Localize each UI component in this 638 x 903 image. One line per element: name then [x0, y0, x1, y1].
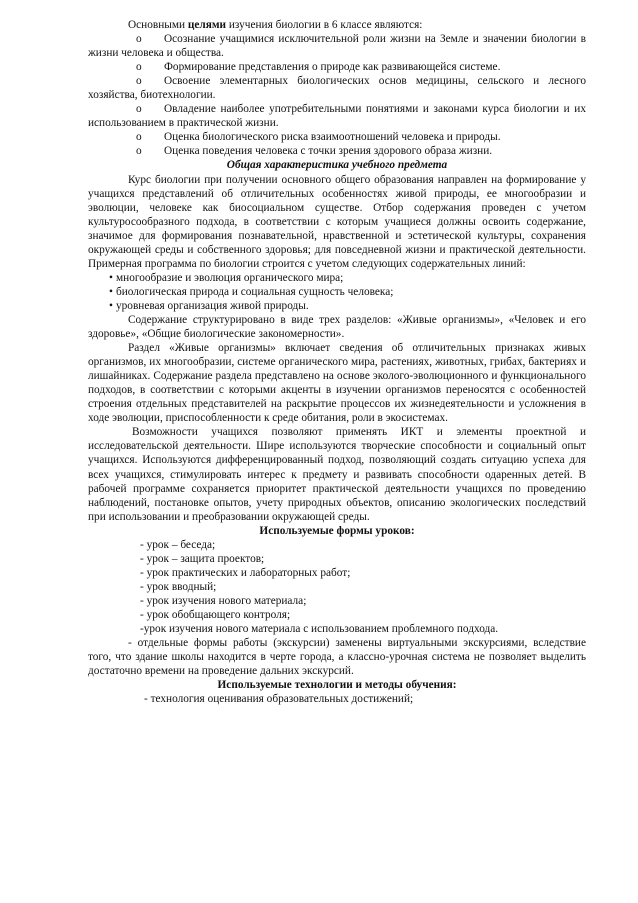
list-item: - урок – защита проектов; [140, 552, 265, 565]
section-heading-characteristics: Общая характеристика учебного предмета [226, 159, 448, 172]
intro-text-after: изучения биологии в 6 классе являются: [226, 19, 423, 31]
paragraph-virtual-excursions: - отдельные формы работы (экскурсии) заменены виртуальными экскурсиями, вследствие того, что здание школы находится в черте города, а классно-урочная система не позволяет выделить достаточно времени на проведение дальних экскурсий. [88, 637, 586, 678]
bullet-icon: • [109, 271, 113, 284]
paragraph-structure: Содержание структурировано в виде трех разделов: «Живые организмы», «Человек и его здоровье», «Общие биологические закономерности». [88, 313, 586, 341]
technologies-list [88, 692, 586, 706]
list-item: - урок практических и лабораторных работ; [140, 566, 351, 579]
list-item: - урок – беседа; [140, 538, 216, 551]
list-item: - урок обобщающего контроля; [140, 608, 291, 621]
list-item: - урок изучения нового материала; [140, 594, 307, 607]
list-item: -урок изучения нового материала с использованием проблемного подхода. [140, 623, 499, 636]
list-item: o Формирование представления о природе как развивающейся системе. [136, 61, 501, 74]
list-item: o Осознание учащимися исключительной роли жизни на Земле и значении биологии в жизни человека и общества. [88, 33, 586, 60]
paragraph-course-description: Курс биологии при получении основного общего образования направлен на формирование у учащихся представлений об отличительных особенностях живой природы, ее многообразии и эволюции, человеке как биосоциальном существе. Отбор содержания проведен с учетом культуросообразного подхода, в соответствии с которым учащиеся должны освоить содержание, значимое для формирования познавательной, нравственной и эстетической культуры, сохранения окружающей среды и собственного здоровья; для повседневной жизни и практической деятельности. Примерная программа по биологии строится с учетом следующих содержательных линий: [88, 173, 586, 270]
circle-bullet-icon: o [136, 33, 142, 46]
circle-bullet-icon: o [136, 103, 142, 116]
lesson-forms-list [88, 538, 586, 636]
circle-bullet-icon: o [136, 75, 142, 88]
section-heading-lesson-forms: Используемые формы уроков: [259, 524, 415, 537]
circle-bullet-icon: o [136, 61, 142, 74]
intro-text-before: Основными [128, 19, 188, 31]
bullet-icon: • [109, 299, 113, 312]
list-item: - урок вводный; [140, 580, 217, 593]
circle-bullet-icon: o [136, 131, 142, 144]
intro-bold-word: целями [187, 19, 227, 31]
list-item: o Оценка поведения человека с точки зрения здорового образа жизни. [136, 145, 493, 158]
list-item: o Овладение наиболее употребительными понятиями и законами курса биологии и их использованием в практической жизни. [88, 103, 586, 130]
list-item: o Оценка биологического риска взаимоотношений человека и природы. [136, 131, 501, 144]
goals-list [88, 32, 586, 158]
list-item: o Освоение элементарных биологических основ медицины, сельского и лесного хозяйства, биотехнологии. [88, 75, 586, 102]
circle-bullet-icon: o [136, 145, 142, 158]
paragraph-student-abilities: Возможности учащихся позволяют применять ИКТ и элементы проектной и исследовательской деятельности. Шире используются творческие способности и социальный опыт учащихся. Используются дифференцированный подход, позволяющий создать ситуацию успеха для всех учащихся, стимулировать интерес к предмету и развивать способности одаренных детей. В рабочей программе сохраняется приоритет практической деятельности учащихся по проведению наблюдений, постановке опытов, учету природных объектов, описанию экологических последствий при использовании и преобразовании окружающей среды. [88, 426, 586, 523]
list-item: • биологическая природа и социальная сущность человека; [109, 285, 394, 298]
goals-intro [88, 18, 586, 32]
section-heading-technologies: Используемые технологии и методы обучения: [217, 679, 457, 692]
list-item: • уровневая организация живой природы. [109, 299, 309, 312]
content-lines-list [88, 271, 586, 313]
paragraph-living-organisms: Раздел «Живые организмы» включает сведения об отличительных признаках живых организмов, их многообразии, системе органического мира, растениях, животных, грибах, бактериях и лишайниках. Содержание раздела представлено на основе эколого-эволюционного и функционального подходов, в соответствии с которыми акценты в изучении организмов переносятся с особенностей строения отдельных представителей на раскрытие процессов их жизнедеятельности и усложнения в ходе эволюции, приспособленности к среде обитания, роли в экосистемах. [88, 342, 586, 425]
bullet-icon: • [109, 285, 113, 298]
list-item: • многообразие и эволюция органического мира; [109, 271, 344, 284]
list-item: - технология оценивания образовательных достижений; [144, 693, 414, 706]
